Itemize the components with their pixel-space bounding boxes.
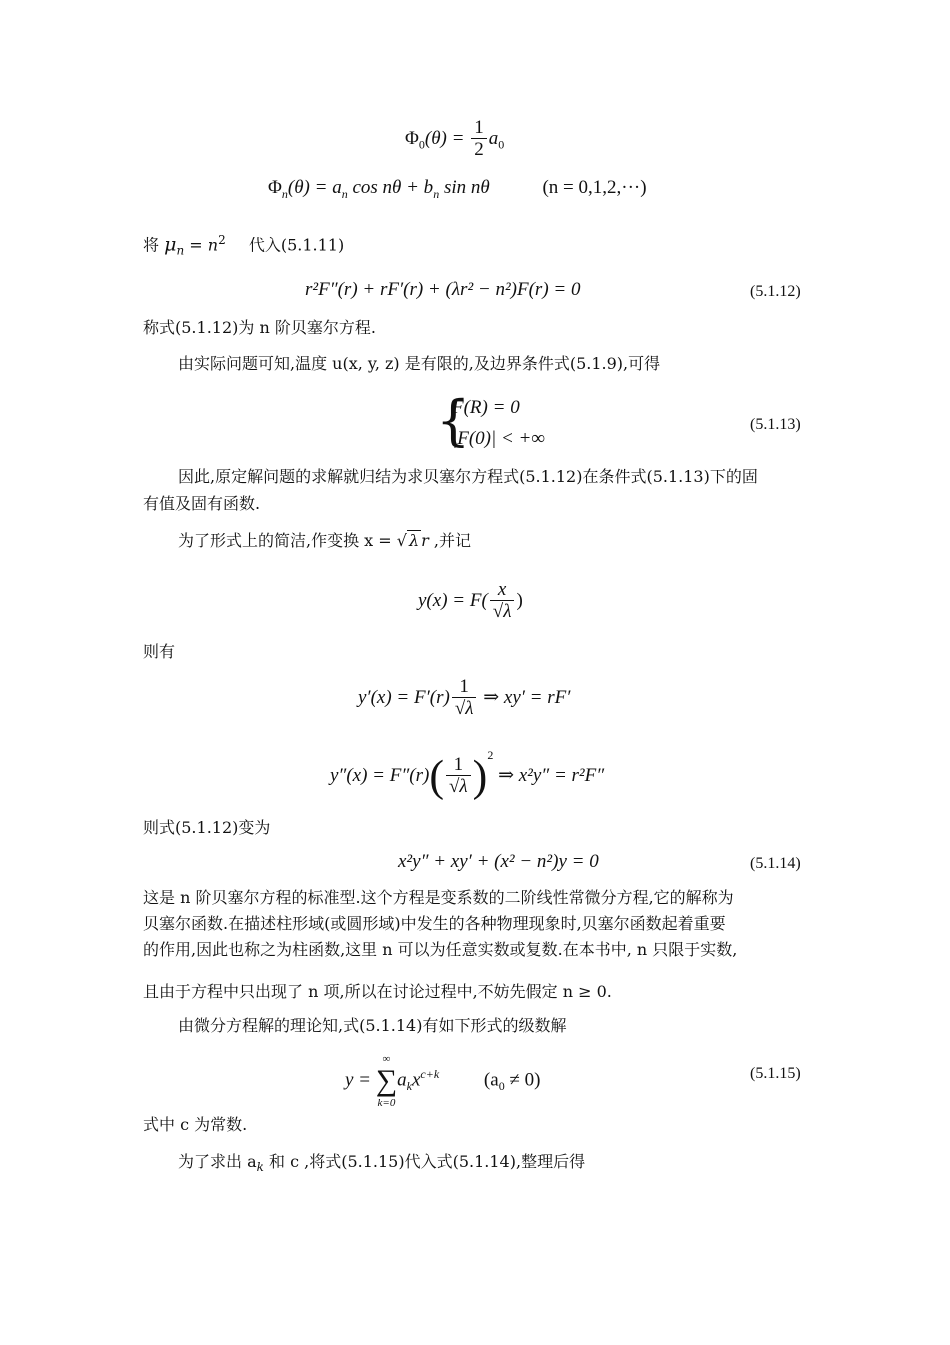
equation-y-double-prime: y″(x) = F″(r)( $\frac{1}{√\lambda}$ )$^2$ ⇒ x²y″ = r²F″ (330, 748, 605, 801)
text-then: 则有 (143, 642, 176, 661)
text-bessel-name: 称式(5.1.12)为 n 阶贝塞尔方程. (143, 318, 376, 337)
equation-5-1-13-row2: |F(0)| < +∞ (452, 428, 545, 449)
equation-phin: $\Phi_n(\theta) = a_n$ $\cos n\theta + b_n$ sin nθ (n = 0,1,2,···) (268, 177, 647, 201)
equation-number-5-1-13: (5.1.13) (750, 416, 801, 433)
equation-phi0: $\Phi_0(\theta)$ = $\frac{1}{2}$ $a_0$ (405, 117, 505, 160)
text-becomes: 则式(5.1.12)变为 (143, 818, 271, 837)
text-standard-l4: 且由于方程中只出现了 n 项,所以在讨论过程中,不妨先假定 n ≥ 0. (143, 982, 612, 1001)
text-therefore-l2: 有值及固有函数. (143, 494, 261, 513)
equation-number-5-1-15: (5.1.15) (750, 1065, 801, 1082)
equation-5-1-13-row1: F(R) = 0 (452, 397, 520, 418)
left-brace: { (436, 389, 471, 452)
equation-yx: y(x) = F( $\frac{x}{√\lambda}$ ) (418, 579, 523, 622)
text-therefore-l1: 因此,原定解问题的求解就归结为求贝塞尔方程式(5.1.12)在条件式(5.1.13)下的固 (178, 467, 758, 486)
text-standard-l1: 这是 n 阶贝塞尔方程的标准型.这个方程是变系数的二阶线性常微分方程,它的解称为 (143, 888, 734, 907)
text-final: 为了求出 $a_k$ 和 c ,将式(5.1.15)代入式(5.1.14),整理后得 (178, 1152, 586, 1175)
equation-5-1-15: y = ∞ ∑ k=0 $a_kx^{c+k}$ $(a_0 \ne 0)$ (345, 1053, 541, 1109)
equation-y-prime: y′(x) = F′(r) $\frac{1}{√\lambda}$ ⇒ xy′ = rF′ (358, 676, 571, 719)
text-substitute-mu: 将 $\mu_n = n^2$ 代入(5.1.11) (143, 233, 345, 258)
text-theory: 由微分方程解的理论知,式(5.1.14)有如下形式的级数解 (178, 1016, 567, 1035)
text-transform: 为了形式上的简洁,作变换 x = √ λ r ,并记 (178, 531, 471, 550)
equation-5-1-12: r²F″(r) + rF′(r) + (λr² − n²)F(r) = 0 (305, 279, 581, 300)
equation-number-5-1-12: (5.1.12) (750, 283, 801, 300)
text-temperature: 由实际问题可知,温度 u(x, y, z) 是有限的,及边界条件式(5.1.9),可得 (178, 354, 661, 373)
text-standard-l3: 的作用,因此也称之为柱函数,这里 n 可以为任意实数或复数.在本书中, n 只限于实数, (143, 940, 738, 959)
text-standard-l2: 贝塞尔函数.在描述柱形域(或圆形域)中发生的各种物理现象时,贝塞尔函数起着重要 (143, 914, 726, 933)
equation-number-5-1-14: (5.1.14) (750, 855, 801, 872)
text-constant: 式中 c 为常数. (143, 1115, 248, 1134)
equation-5-1-14: x²y″ + xy′ + (x² − n²)y = 0 (398, 851, 599, 872)
